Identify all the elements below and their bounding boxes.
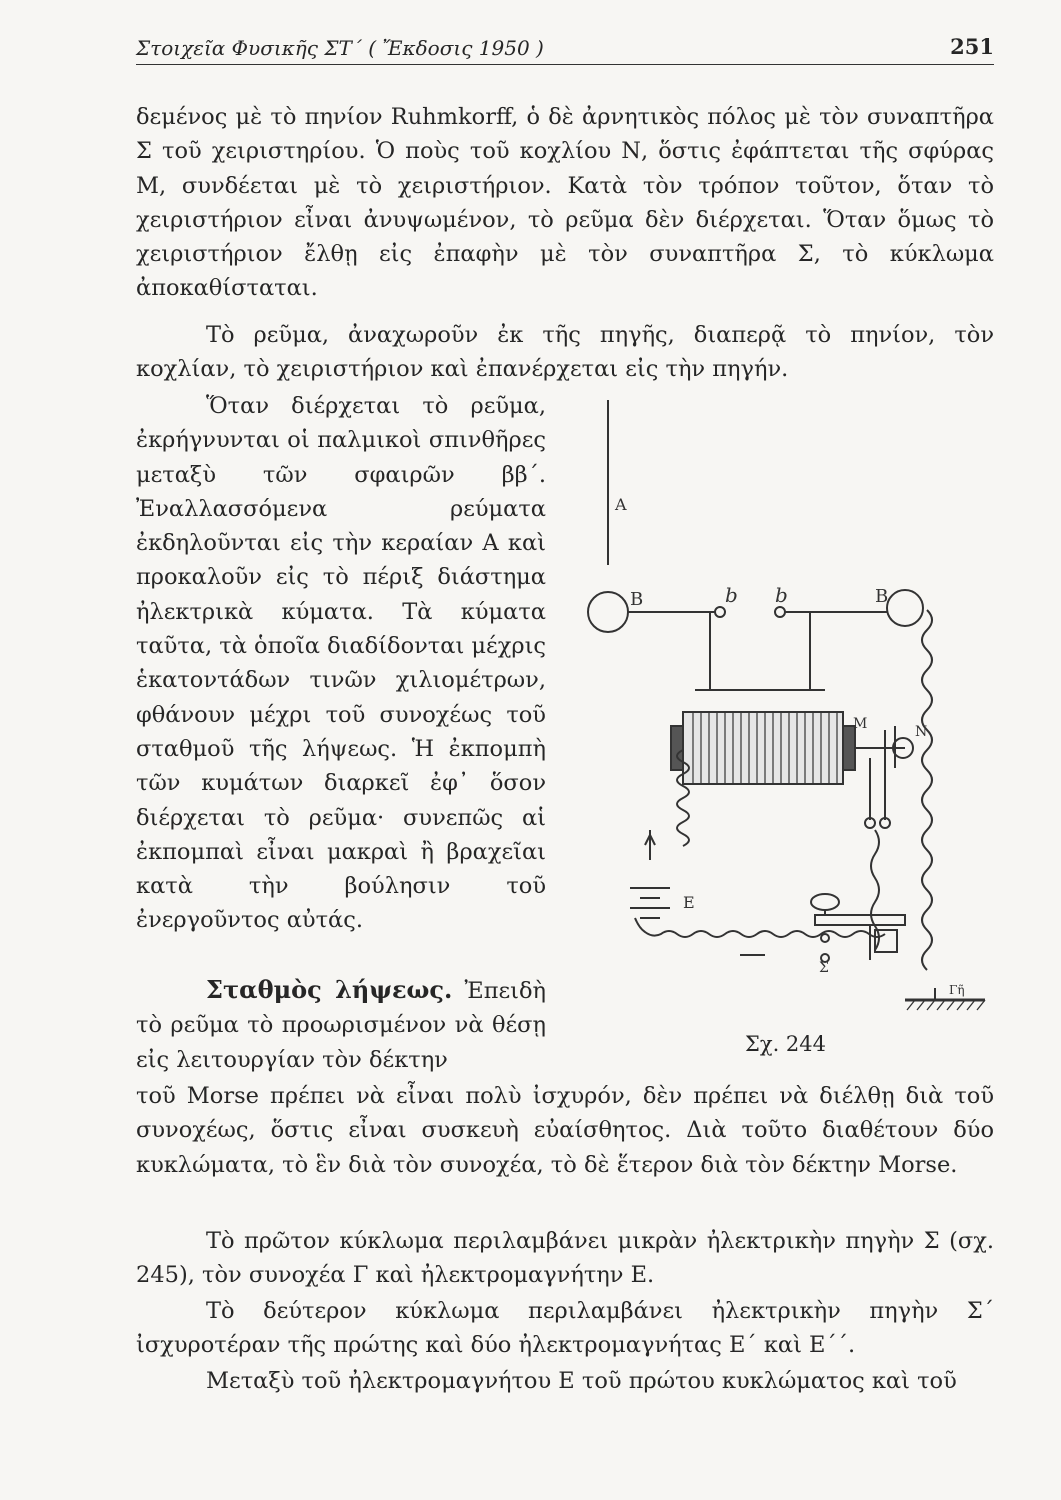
figure-caption: Σχ. 244	[745, 1032, 827, 1056]
label-sphere-left: B	[630, 589, 644, 610]
paragraph-6: Μεταξὺ τοῦ ἠλεκτρομαγνήτου Ε τοῦ πρώτου κυκλώματος καὶ τοῦ	[206, 1368, 957, 1394]
section-paragraph	[136, 973, 546, 1077]
section-text-full: τοῦ Morse πρέπει νὰ εἶναι πολὺ ἰσχυρόν, δὲν πρέπει νὰ διέλθῃ διὰ τοῦ συνοχέως, ὅστις εἶναι συσκευὴ εὐαίσθητος. Διὰ τοῦτο διαθέτουν δύο κυκλώματα, τὸ ἓν διὰ τὸν συνοχέα, τὸ δὲ ἕτερον διὰ τὸν δέκτην Morse.	[136, 1083, 994, 1178]
section-heading: Σταθμὸς λήψεως.	[206, 975, 453, 1004]
spark-ball-right	[775, 607, 785, 617]
key-lever	[815, 915, 905, 925]
label-screw: N	[915, 724, 928, 740]
spark-ball-left	[715, 607, 725, 617]
transmitter-diagram	[575, 390, 995, 1030]
label-spark-left: b	[725, 583, 738, 607]
induction-coil	[683, 712, 843, 784]
paragraph-5: Τὸ δεύτερον κύκλωμα περιλαμβάνει ἠλεκτρικὴν πηγὴν Σ΄ ἰσχυροτέραν τῆς πρώτης καὶ δύο ἠλεκτρομαγνήτας Ε΄ καὶ Ε΄΄.	[136, 1298, 994, 1359]
sphere-left	[588, 592, 628, 632]
paragraph-3: Ὅταν διέρχεται τὸ ρεῦμα, ἐκρήγνυνται οἱ παλμικοὶ σπινθῆρες μεταξὺ τῶν σφαιρῶν ββ΄. Ἐναλλασσόμενα ρεύματα ἐκδηλοῦνται εἰς τὴν κεραίαν Α καὶ προκαλοῦν εἰς τὸ πέριξ διάστημα ἠλεκτρικὰ κύματα. Τὰ κύματα ταῦτα, τὰ ὁποῖα διαδίδονται μέχρις ἑκατοντάδων τινῶν χιλιομέτρων, φθάνουν μέχρι τοῦ συνοχέως τοῦ σταθμοῦ τῆς λήψεως. Ἡ ἐκπομπὴ τῶν κυμάτων διαρκεῖ ἐφ᾽ ὅσον διέρχεται τὸ ρεῦμα· συνεπῶς αἱ ἐκπομπαὶ εἶναι μακραὶ ἢ βραχεῖαι κατὰ τὴν βούλησιν τοῦ ἐνεργοῦντος αὐτάς.	[136, 393, 546, 934]
paragraph-4: Τὸ πρῶτον κύκλωμα περιλαμβάνει μικρὰν ἠλεκτρικὴν πηγὴν Σ (σχ. 245), τὸν συνοχέα Γ καὶ ἠλεκτρομαγνήτην Ε.	[136, 1228, 994, 1289]
sphere-right	[887, 590, 923, 626]
wire-bottom	[635, 918, 885, 937]
label-ground: Γῆ	[949, 983, 965, 997]
label-contact: Σ	[819, 960, 829, 976]
wire-ground	[922, 610, 932, 970]
paragraph-1: δεμένος μὲ τὸ πηνίον Ruhmkorff, ὁ δὲ ἀρνητικὸς πόλος μὲ τὸν συναπτῆρα Σ τοῦ χειριστηρίου. Ὁ ποὺς τοῦ κοχλίου Ν, ὅστις ἐφάπτεται τῆς σφύρας Μ, συνδέεται μὲ τὸ χειριστήριον. Κατὰ τὸν τρόπον τοῦτον, ὅταν τὸ χειριστήριον εἶναι ἀνυψωμένον, τὸ ρεῦμα δὲν διέρχεται. Ὅταν ὅμως τὸ χειριστήριον ἔλθῃ εἰς ἐπαφὴν μὲ τὸν συναπτῆρα Σ, τὸ κύκλωμα ἀποκαθίσταται.	[136, 104, 994, 302]
key-knob	[811, 894, 839, 910]
book-title: Στοιχεῖα Φυσικῆς ΣΤ΄ ( Ἔκδοσις 1950 )	[136, 36, 544, 60]
label-sphere-right: B	[875, 586, 889, 607]
paragraph-2: Τὸ ρεῦμα, ἀναχωροῦν ἐκ τῆς πηγῆς, διαπερᾷ τὸ πηνίον, τὸν κοχλίαν, τὸ χειριστήριον καὶ ἐπανέρχεται εἰς τὴν πηγήν.	[136, 322, 994, 383]
label-spark-right: b	[775, 583, 788, 607]
section-text-column: Ἐπειδὴ τὸ ρεῦμα τὸ προωρισμένον νὰ θέσῃ εἰς λειτουργίαν τὸν δέκτην	[136, 978, 547, 1073]
running-header	[136, 30, 994, 65]
label-battery: E	[683, 893, 695, 912]
page-number: 251	[950, 34, 994, 59]
label-hammer: M	[853, 716, 868, 732]
label-antenna: A	[615, 495, 627, 514]
